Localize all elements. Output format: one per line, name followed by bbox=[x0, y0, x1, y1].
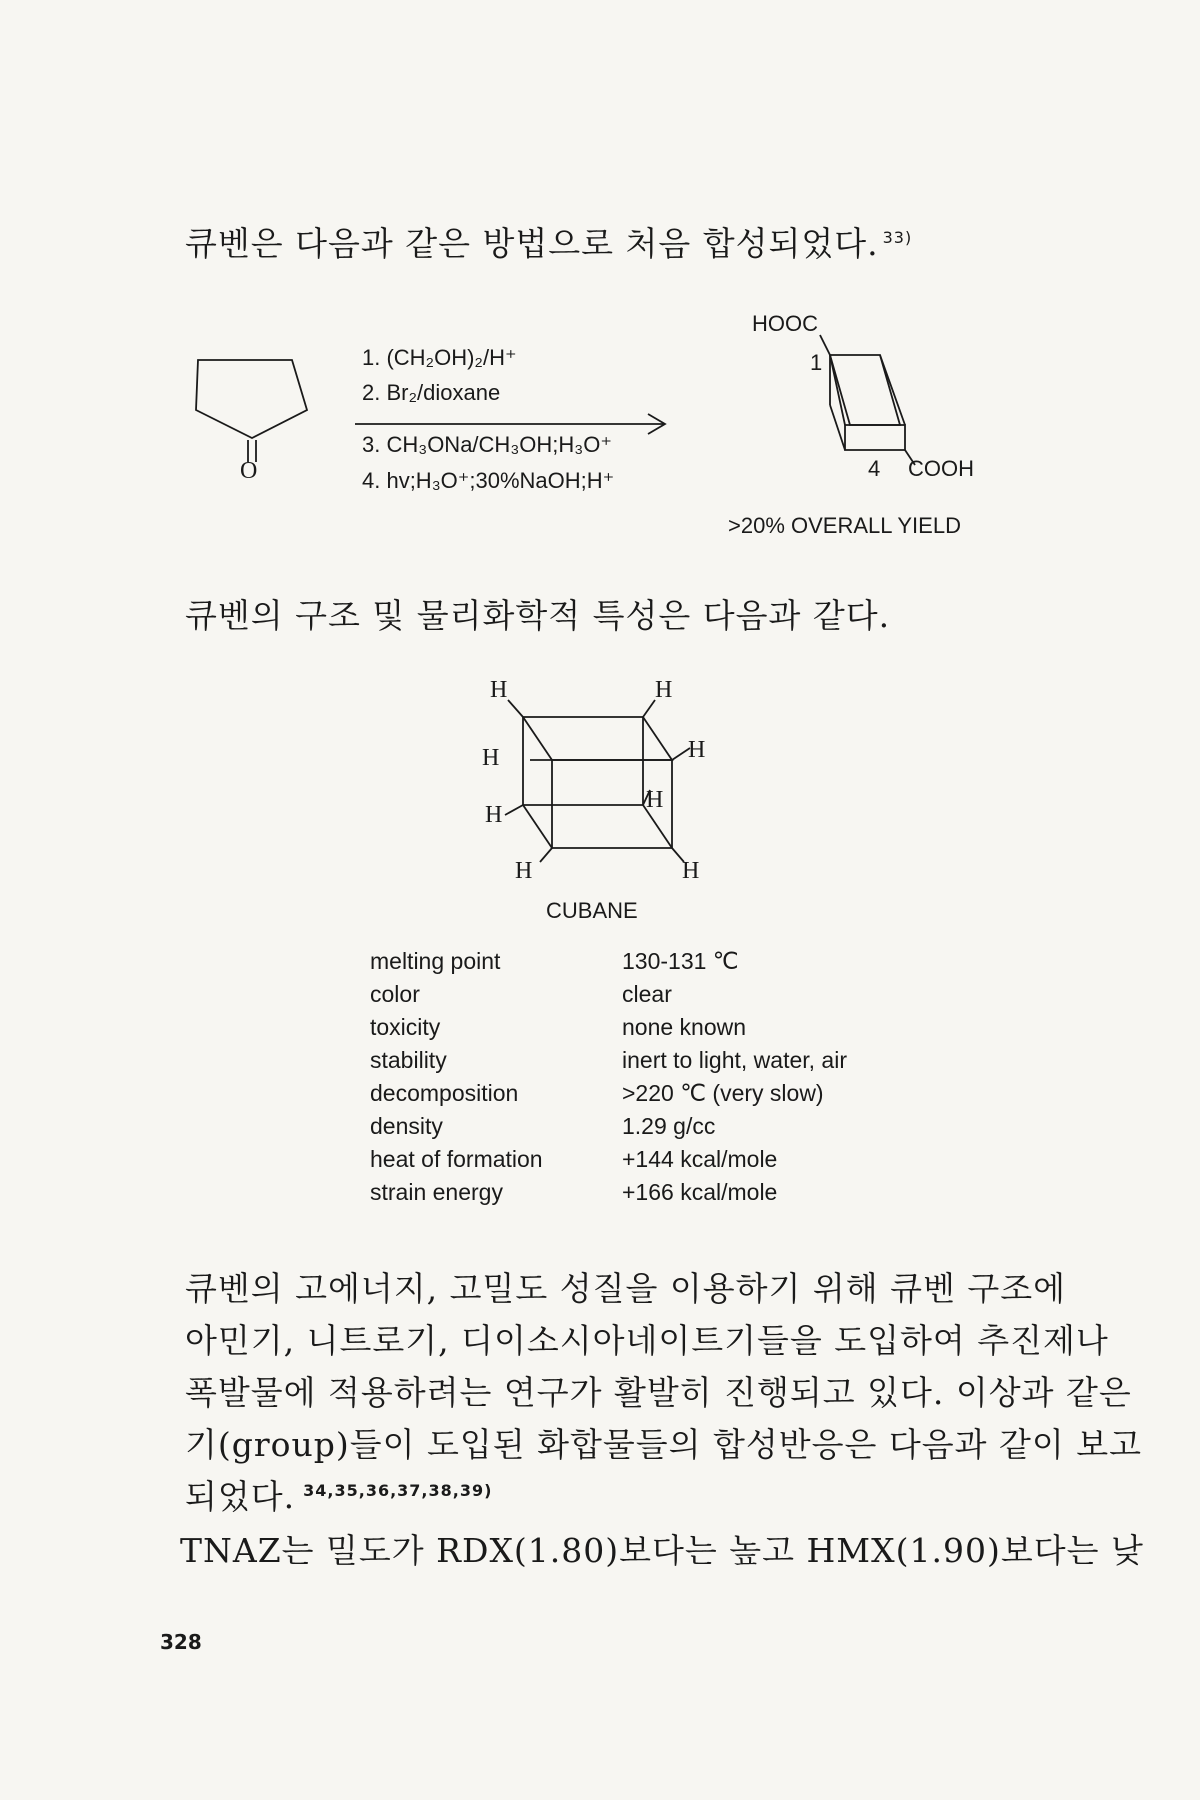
paragraph-line: 되었다. bbox=[185, 1477, 296, 1516]
property-value: inert to light, water, air bbox=[622, 1047, 847, 1073]
property-row bbox=[370, 981, 847, 1014]
product-cube-front bbox=[845, 425, 905, 450]
paragraph-line: 큐벤의 고에너지, 고밀도 성질을 이용하기 위해 큐벤 구조에 bbox=[185, 1269, 1066, 1308]
cubane-bottom-left-edge bbox=[523, 805, 552, 848]
product-hooc-label: HOOC bbox=[752, 311, 818, 336]
cubane-h-2: H bbox=[655, 677, 673, 703]
page-number: 328 bbox=[160, 1630, 202, 1654]
product-cube-edge-2 bbox=[880, 355, 905, 425]
section-heading: 큐벤의 구조 및 물리화학적 특성은 다음과 같다. bbox=[185, 596, 891, 635]
property-name: heat of formation bbox=[370, 1146, 543, 1172]
bond-h1 bbox=[508, 700, 523, 717]
paragraph-line: 폭발물에 적용하려는 연구가 활발히 진행되고 있다. 이상과 같은 bbox=[185, 1373, 1132, 1412]
cubane-h-1: H bbox=[490, 677, 508, 703]
property-row bbox=[370, 1179, 847, 1212]
reagent-step-1: 1. (CH₂OH)₂/H⁺ bbox=[362, 345, 517, 370]
cubane-top-face bbox=[523, 717, 672, 760]
product-position-4: 4 bbox=[868, 456, 881, 481]
property-row bbox=[370, 1080, 847, 1113]
cubane-h-4: H bbox=[688, 737, 706, 763]
bond-h7 bbox=[540, 848, 552, 862]
property-name: stability bbox=[370, 1047, 447, 1073]
property-value: 1.29 g/cc bbox=[622, 1113, 716, 1139]
bond-h2 bbox=[643, 700, 655, 717]
product-position-1: 1 bbox=[810, 350, 823, 375]
property-row bbox=[370, 1014, 847, 1047]
bond-h5 bbox=[505, 805, 523, 815]
property-name: strain energy bbox=[370, 1179, 503, 1205]
property-name: decomposition bbox=[370, 1080, 519, 1106]
property-name: density bbox=[370, 1113, 443, 1139]
cubane-h-8: H bbox=[682, 858, 700, 884]
property-value: +166 kcal/mole bbox=[622, 1179, 778, 1205]
property-name: melting point bbox=[370, 948, 501, 974]
product-cooh-label: COOH bbox=[908, 456, 974, 481]
paragraph-line: 기(group)들이 도입된 화합물들의 합성반응은 다음과 같이 보고 bbox=[185, 1425, 1143, 1464]
cubane-h-6: H bbox=[646, 787, 664, 813]
properties-table bbox=[370, 948, 847, 1212]
property-name: color bbox=[370, 981, 420, 1007]
product-cube-back bbox=[830, 355, 900, 425]
property-value: >220 ℃ (very slow) bbox=[622, 1080, 824, 1106]
intro-text: 큐벤은 다음과 같은 방법으로 처음 합성되었다. bbox=[185, 224, 879, 263]
property-value: 130-131 ℃ bbox=[622, 948, 739, 974]
overall-yield: >20% OVERALL YIELD bbox=[728, 513, 961, 538]
property-value: clear bbox=[622, 981, 672, 1007]
cubane-h-5: H bbox=[485, 802, 503, 828]
paragraph-references: 34,35,36,37,38,39) bbox=[303, 1481, 493, 1500]
intro-reference: 33) bbox=[882, 228, 913, 247]
property-value: +144 kcal/mole bbox=[622, 1146, 778, 1172]
property-value: none known bbox=[622, 1014, 747, 1040]
paragraph-line: 아민기, 니트로기, 디이소시아네이트기들을 도입하여 추진제나 bbox=[185, 1321, 1109, 1360]
cubane-h-7: H bbox=[515, 858, 533, 884]
cyclopentanone-ring bbox=[196, 360, 307, 438]
property-row bbox=[370, 1113, 847, 1146]
reagent-step-2: 2. Br₂/dioxane bbox=[362, 380, 501, 405]
cubane-h-3: H bbox=[482, 745, 500, 771]
property-row bbox=[370, 1146, 847, 1179]
reactant-oxygen-label: O bbox=[240, 458, 258, 484]
reagent-step-3: 3. CH₃ONa/CH₃OH;H₃O⁺ bbox=[362, 432, 612, 457]
reagent-step-4: 4. hv;H₃O⁺;30%NaOH;H⁺ bbox=[362, 468, 615, 493]
cubane-label: CUBANE bbox=[546, 898, 638, 923]
property-row bbox=[370, 948, 847, 981]
property-name: toxicity bbox=[370, 1014, 441, 1040]
property-row bbox=[370, 1047, 847, 1080]
continuation-line: TNAZ는 밀도가 RDX(1.80)보다는 높고 HMX(1.90)보다는 낮 bbox=[180, 1531, 1144, 1570]
paragraph-last-line bbox=[185, 1471, 492, 1518]
